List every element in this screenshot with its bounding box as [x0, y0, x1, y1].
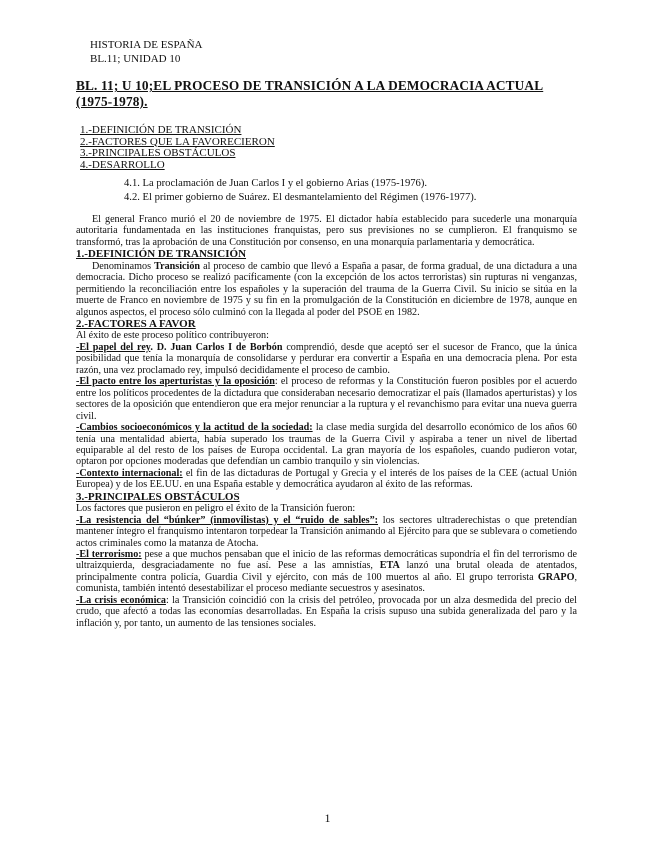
section-heading: 3.-PRINCIPALES OBSTÁCULOS — [76, 490, 240, 503]
text-span: lanzó una brutal oleada de atentados, principalmente contra policía, Guardia Civil y ejército, con más de 100 muertos al año. El grupo terrorista — [76, 560, 578, 583]
toc-item: 2.-FACTORES QUE LA FAVORECIERON — [80, 135, 275, 148]
table-of-contents — [80, 125, 275, 171]
document-body — [76, 214, 577, 629]
text-span: el fin de las dictaduras de Portugal y Grecia y el interés de los países de la CEE (actual Unión Europea) y de los EE.UU. en una España estable y democrática ayudaron al éxito de las reformas. — [76, 467, 577, 491]
factor-label: -El pacto entre los aperturistas y la oposición — [76, 376, 275, 388]
text-span: : la Transición coincidió con la crisis del petróleo, provocada por un alza desmedida del precio del crudo, que afectó a todas las economías desarrolladas. En España la crisis supuso una subida generalizada del paro y la inflación y, por tanto, un aumento de las tensiones sociales. — [76, 594, 577, 629]
text-span: , comunista, también intentó desestabilizar el proceso mediante secuestros y asesinatos. — [76, 571, 577, 595]
section-intro: Los factores que pusieron en peligro el éxito de la Transición fueron: — [76, 503, 356, 515]
text-span: los sectores ultraderechistas o que pretendían mantener íntegro el franquismo intentaron torpedear la Transición animando al Ejército para que se sublevara o cometiendo actos criminales como la matanza de Atocha. — [76, 514, 577, 549]
obstacle-paragraph — [76, 515, 577, 549]
toc-subitem: 4.1. La proclamación de Juan Carlos I y el gobierno Arias (1975-1976). — [124, 178, 428, 189]
term-bold: GRAPO — [537, 571, 575, 583]
factor-paragraph — [76, 468, 577, 491]
page-title: BL. 11; U 10;EL PROCESO DE TRANSICIÓN A LA DEMOCRACIA ACTUAL (1975-1978). — [76, 78, 544, 109]
term-bold: . D. Juan Carlos I de Borbón — [150, 341, 283, 353]
text-span: la clase media surgida del desarrollo económico de los años 60 tenía una mentalidad abierta, había superado los traumas de la Guerra Civil y aspiraba a tener un nivel de libertad equiparable al del resto de los países de Europa occidental. La gran mayoría de los españoles, cuando pudieron votar, optaron por opciones moderadas que defendían un cambio tranquilo y sin violencias. — [76, 422, 577, 468]
text-span: Denominamos — [92, 260, 155, 272]
factor-paragraph — [76, 342, 577, 376]
factor-paragraph — [76, 376, 577, 422]
obstacle-label: -La resistencia del “búnker” (inmovilistas) y el “ruido de sables”: — [76, 514, 379, 526]
text-span: : el proceso de reformas y la Constitución fueron posibles por el acuerdo entre los políticos procedentes de la dictadura que consideraban necesario democratizar el país (llamados aperturistas) y los sectores de la oposición que entendieron que era mejor renunciar a la ruptura y el revanchismo para evitar una nueva guerra civil. — [76, 376, 577, 422]
intro-paragraph: El general Franco murió el 20 de noviembre de 1975. El dictador había establecido para sucederle una monarquía autoritaria fundamentada en las instituciones franquistas, pero sus previsiones no se cumplieron. El franquismo se transformó, tras la aprobación de una Constitución por consenso, en una monarquía parlamentaria y democrática. — [76, 214, 577, 248]
page-number: 1 — [324, 811, 331, 825]
toc-item: 4.-DESARROLLO — [80, 158, 165, 171]
term-bold: ETA — [379, 560, 400, 572]
obstacle-label: -La crisis económica — [76, 594, 166, 606]
text-span: pese a que muchos pensaban que el inicio de las reformas democráticas supondría el fin del terrorismo de ultraizquierda, desgraciadamente no fue así. Pese a las amnistías, — [76, 549, 577, 572]
section-intro: Al éxito de este proceso político contribuyeron: — [76, 330, 269, 342]
section-heading: 2.-FACTORES A FAVOR — [76, 318, 196, 331]
term-bold: Transición — [154, 260, 201, 272]
header-unit: BL.11; UNIDAD 10 — [90, 53, 181, 65]
factor-label: -El papel del rey — [76, 341, 151, 353]
toc-item: 3.-PRINCIPALES OBSTÁCULOS — [80, 147, 236, 159]
text-span: comprendió, desde que aceptó ser el sucesor de Franco, que la única posibilidad que tenía la monarquía de consolidarse y perdurar era convertir a España en una democracia plena. Por esta razón, una vez proclamado rey, impulsó decididamente el proceso de cambio. — [76, 341, 577, 376]
section-heading: 1.-DEFINICIÓN DE TRANSICIÓN — [76, 248, 247, 261]
toc-item: 1.-DEFINICIÓN DE TRANSICIÓN — [80, 124, 242, 136]
toc-subitem: 4.2. El primer gobierno de Suárez. El desmantelamiento del Régimen (1976-1977). — [124, 192, 477, 203]
text-span: al proceso de cambio que llevó a España a pasar, de forma gradual, de una dictadura a una democracia. Dicho proceso se realizó pacíficamente (con la excepción de los actos terroristas) sin rupturas ni venganzas, permitiendo la reconciliación entre los españoles y la superación del trauma de la Guerra Civil. Su inicio se sitúa en la muerte de Franco en noviembre de 1975 y su fin en la promulgación de la Constitución en diciembre de 1978, aunque en algunos aspectos, el proceso sólo culminó con la llegada al poder del PSOE en 1982. — [76, 260, 577, 318]
header-subject: HISTORIA DE ESPAÑA — [90, 39, 203, 51]
factor-label: -Cambios socioeconómicos y la actitud de la sociedad: — [76, 422, 313, 434]
obstacle-label: -El terrorismo: — [76, 549, 142, 560]
obstacle-paragraph — [76, 595, 577, 629]
definition-paragraph — [76, 261, 577, 318]
factor-label: -Contexto internacional: — [76, 467, 183, 479]
factor-paragraph — [76, 422, 577, 468]
obstacle-paragraph — [76, 549, 577, 595]
